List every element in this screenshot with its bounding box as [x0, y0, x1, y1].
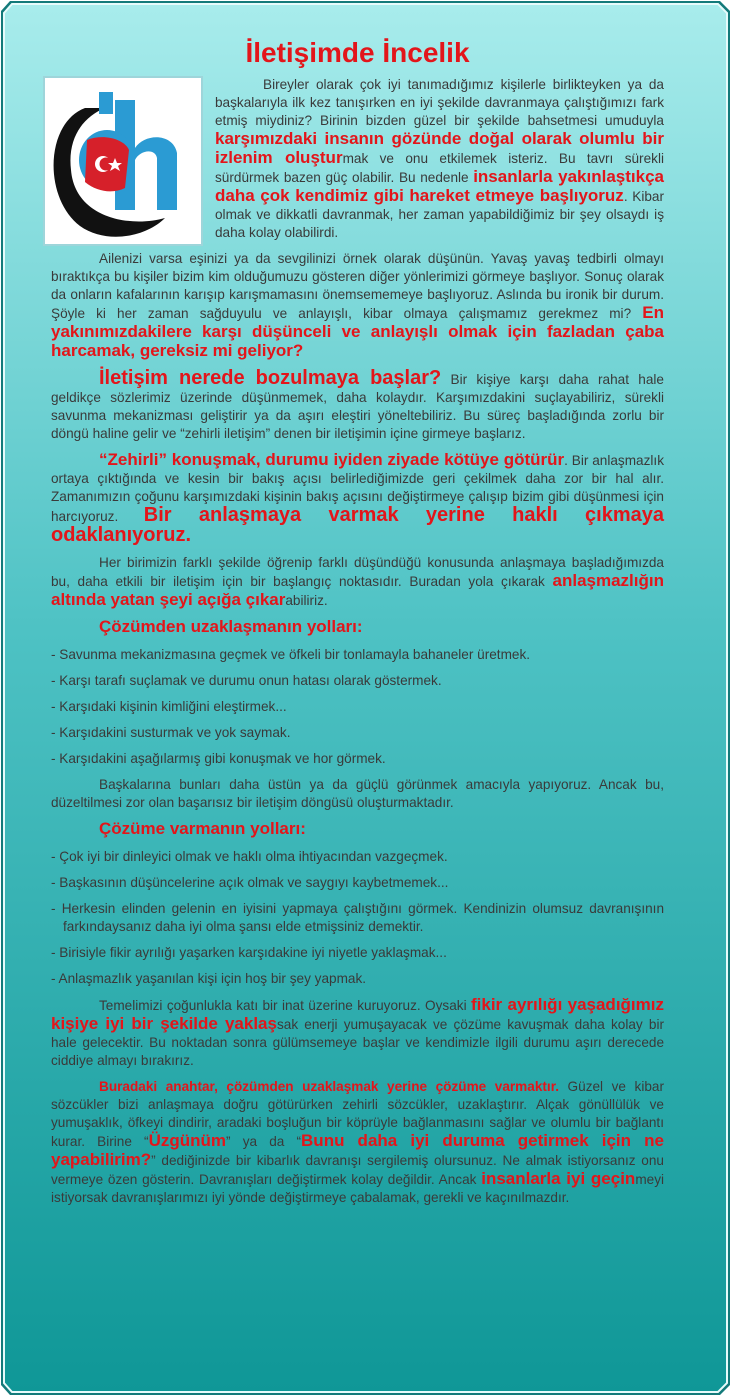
list-item: - Savunma mekanizmasına geçmek ve öfkeli bir tonlamayla bahaneler üretmek.	[51, 647, 531, 662]
list-item: - Karşı tarafı suçlamak ve durumu onun hatası olarak göstermek.	[51, 673, 442, 688]
paragraph-5: Her birimizin farklı şekilde öğrenip farklı düşündüğü konusunda anlaşmaya başladığımızda bu, daha etkili bir iletişim için bir başlangıç noktasıdır. Buradan yola çıkarak anlaşmazlığın altında yatan şeyi açığa çıkarabiliriz.	[51, 555, 664, 609]
section1-after: Başkalarına bunları daha üstün ya da güçlü görünmek amacıyla yapıyoruz. Ancak bu, düzeltilmesi zor olan başarısız bir iletişim döngüsü oluşturmaktadır.	[51, 777, 664, 810]
article	[51, 36, 664, 1215]
list-item: - Birisiyle fikir ayrılığı yaşarken karşıdakine iyi niyetle yaklaşmak...	[51, 945, 447, 960]
section-heading-avoid: Çözümden uzaklaşmanın yolları:	[99, 617, 363, 636]
paragraph-7: Buradaki anahtar, çözümden uzaklaşmak yerine çözüme varmaktır. Güzel ve kibar sözcükler bizi anlaşmaya doğru götürürken zehirli sözcükler, uzaklaştırır. Alçak gönüllülük ve yumuşaklık, öfkeyi dindirir, aradaki boşluğun bir köprüyle bağlanmasını sağlar ve olumlu bir bağlantı kurar. Birine “Üzgünüm” ya da “Bunu daha iyi duruma getirmek için ne yapabilirim?” dediğinizde bir kibarlık davranışı sergilemiş olursunuz. Ne almak istiyorsanız onu vermeye özen gösterin. Davranışları değiştirmek kolay değildir. Ancak insanlarla iyi geçinmeyi istiyorsak davranışlarımızı iyi yönde değiştirmeye çabalamak, gerekli ve kaçınılmazdır.	[51, 1079, 665, 1205]
dh-logo-graphic	[45, 78, 201, 244]
list-item: - Başkasının düşüncelerine açık olmak ve saygıyı kaybetmemek...	[51, 875, 449, 890]
list-item: - Çok iyi bir dinleyici olmak ve haklı olma ihtiyacından vazgeçmek.	[51, 849, 448, 864]
paragraph-2: Ailenizi varsa eşinizi ya da sevgilinizi örnek olarak düşünün. Yavaş yavaş tedbirli olmayı bıraktıkça bu kişiler bizim kim olduğumuzu gösteren diğer yönlerimizi görmeye başlıyor. Sonuç olarak da onların kafalarının karışıp karışmamasını önemsememeye başlıyoruz. Aslında bu ironik bir durum. Şöyle ki her zaman sağduyulu ve anlayışlı, kibar olmaya çalışmamız gerekmez mi? En yakınımızdakilere karşı düşünceli ve anlayışlı olmak için fazladan çaba harcamak, gereksiz mi geliyor?	[51, 251, 664, 360]
page-title: İletişimde İncelik	[245, 37, 470, 68]
list-item: - Karşıdaki kişinin kimliğini eleştirmek...	[51, 699, 287, 714]
list-item: - Herkesin elinden gelenin en iyisini yapmaya çalıştığını görmek. Kendinizin olumsuz davranışının farkındaysanız daha iyi olma şansı elde etmişsiniz demektir.	[51, 901, 664, 934]
section-heading-solution: Çözüme varmanın yolları:	[99, 819, 306, 838]
intro-paragraph: Bireyler olarak çok iyi tanımadığımız kişilerle birlikteyken ya da başkalarıyla ilk kez tanışırken en iyi şekilde davranmaya çalıştığımızı fark etmiş miydiniz? Birinin bizden güzel bir şekilde bahsetmesi umuduyla karşımızdaki insanın gözünde doğal olarak olumlu bir izlenim oluşturmak ve onu etkilemek isteriz. Bu tavrı sürekli sürdürmek bazen güç olabilir. Bu nedenle insanlarla yakınlaştıkça daha çok kendimiz gibi hareket etmeye başlıyoruz. Kibar olmak ve dikkatli davranmak, her zaman yapabildiğimiz bir şey olsaydı iş daha kolay olabilirdi.	[215, 77, 664, 240]
paragraph-4: “Zehirli” konuşmak, durumu iyiden ziyade kötüye götürür. Bir anlaşmazlık ortaya çıktığında ve kesin bir bakış açısı belirlediğimizde geri çekilmek daha zor bir hal alır. Zamanımızın çoğunu karşımızdaki kişinin bakış açısını değiştirmeye çalışıp bizim gibi düşünmesi için harcıyoruz. Bir anlaşmaya varmak yerine haklı çıkmaya odaklanıyoruz.	[51, 450, 665, 546]
paragraph-3: İletişim nerede bozulmaya başlar? Bir kişiye karşı daha rahat hale geldikçe sözlerimiz üzerinde düşünmemek, daha kolaydır. Karşımızdakini suçlayabiliriz, sürekli savunma mekanizması geliştirir ya da aşırı eleştiri yöneltebiliriz. Bu süreç başladığında zorlu bir döngü haline gelir ve “zehirli iletişim” denen bir iletişimin içine girmeye başlarız.	[51, 367, 664, 441]
list-item: - Karşıdakini susturmak ve yok saymak.	[51, 725, 291, 740]
list-item: - Karşıdakini aşağılarmış gibi konuşmak ve hor görmek.	[51, 751, 386, 766]
dh-logo	[43, 76, 203, 246]
list-item: - Anlaşmazlık yaşanılan kişi için hoş bir şey yapmak.	[51, 971, 367, 986]
paragraph-6: Temelimizi çoğunlukla katı bir inat üzerine kuruyoruz. Oysaki fikir ayrılığı yaşadığımız kişiye iyi bir şekilde yaklaşsak enerji yumuşayacak ve çözüme kavuşmak daha kolay bir hale gelecektir. Bu noktadan sonra gülümsemeye başlar ve kendimizle ilgili durumu aşırı derecede ciddiye almayı bırakırız.	[51, 995, 664, 1068]
